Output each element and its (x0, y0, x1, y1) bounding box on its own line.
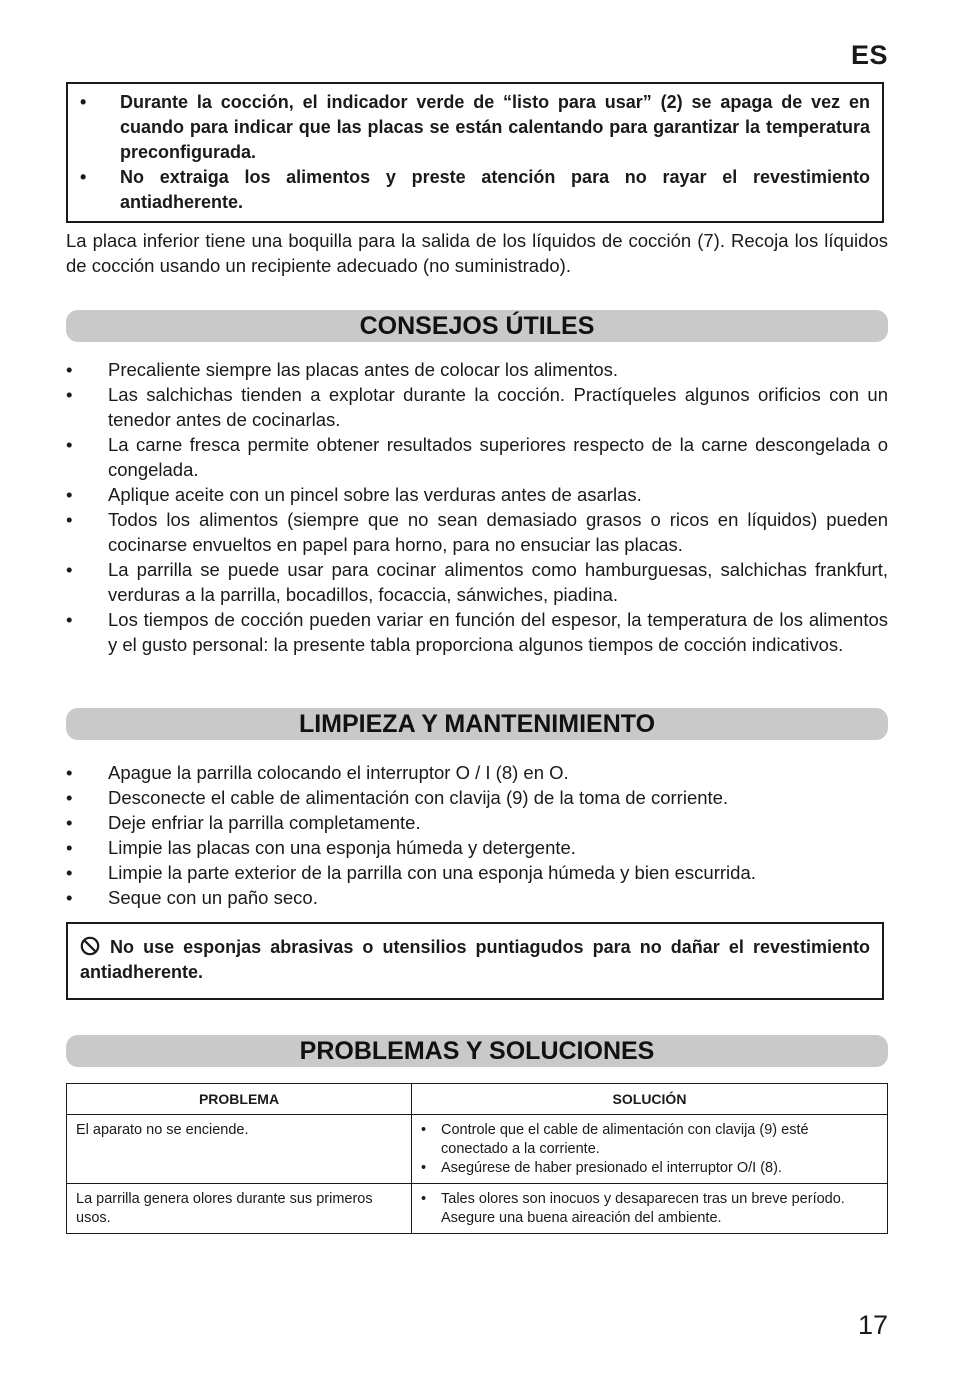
bullet-symbol: • (66, 812, 73, 833)
list-item-text: Las salchichas tienden a explotar durante la cocción. Practíqueles algunos orificios con un tenedor antes de cocinarlas. (108, 384, 888, 430)
language-tag: ES (850, 40, 888, 70)
list-item-text: Seque con un paño seco. (108, 887, 318, 908)
bullet-symbol: • (66, 509, 73, 530)
solution-item-text: Tales olores son inocuos y desaparecen tras un breve período. Asegure una buena aireación del ambiente. (441, 1191, 845, 1226)
list-item-text: Aplique aceite con un pincel sobre las verduras antes de asarlas. (108, 484, 642, 505)
page-number: 17 (857, 1310, 888, 1340)
list-item (66, 810, 888, 835)
list-item-text: Deje enfriar la parrilla completamente. (108, 812, 421, 833)
solution-cell (412, 1184, 888, 1234)
bullet-symbol: • (421, 1191, 427, 1207)
bullet-symbol: • (80, 167, 87, 187)
tips-list (66, 357, 888, 657)
troubleshooting-table (66, 1083, 888, 1234)
list-item-text: Apague la parrilla colocando el interruptor O / I (8) en O. (108, 762, 569, 783)
solution-item-text: Asegúrese de haber presionado el interruptor O/I (8). (441, 1160, 782, 1176)
bullet-symbol: • (66, 559, 73, 580)
list-item-text: La carne fresca permite obtener resultados superiores respecto de la carne descongelada o congelada. (108, 434, 888, 480)
bullet-symbol: • (66, 787, 73, 808)
list-item-text: La parrilla se puede usar para cocinar alimentos como hamburguesas, salchichas frankfurt, verduras a la parrilla, bocadillos, focaccia, sánwiches, piadina. (108, 559, 888, 605)
table-row (67, 1184, 888, 1234)
section-title-troubleshooting: PROBLEMAS Y SOLUCIONES (66, 1035, 888, 1067)
list-item-text: Todos los alimentos (siempre que no sean demasiado grasos o ricos en líquidos) pueden cocinarse envueltos en papel para horno, para no ensuciar las placas. (108, 509, 888, 555)
warning-item-text: Durante la cocción, el indicador verde de “listo para usar” (2) se apaga de vez en cuando para indicar que las placas se están calentando para garantizar la temperatura preconfigurada. (120, 92, 870, 162)
column-header-solution: SOLUCIÓN (412, 1084, 888, 1115)
list-item-text: Limpie las placas con una esponja húmeda y detergente. (108, 837, 576, 858)
warning-item (78, 90, 870, 165)
solution-item-text: Controle que el cable de alimentación con clavija (9) esté conectado a la corriente. (441, 1122, 809, 1157)
problem-cell: La parrilla genera olores durante sus primeros usos. (67, 1184, 412, 1234)
list-item (66, 357, 888, 382)
warning-item (78, 165, 870, 215)
bullet-symbol: • (421, 1160, 427, 1176)
section-title-cleaning: LIMPIEZA Y MANTENIMIENTO (66, 708, 888, 740)
list-item-text: Precaliente siempre las placas antes de colocar los alimentos. (108, 359, 619, 380)
solution-item (421, 1159, 878, 1178)
bullet-symbol: • (421, 1122, 427, 1138)
list-item (66, 382, 888, 432)
warning-list (78, 90, 870, 215)
list-item (66, 835, 888, 860)
note-box (66, 922, 884, 1000)
list-item-text: Desconecte el cable de alimentación con clavija (9) de la toma de corriente. (108, 787, 729, 808)
bullet-symbol: • (66, 484, 73, 505)
column-header-problem: PROBLEMA (67, 1084, 412, 1115)
prohibition-icon (80, 936, 100, 956)
table-header-row (67, 1084, 888, 1115)
solution-list (421, 1121, 878, 1178)
bullet-symbol: • (66, 359, 73, 380)
list-item-text: Limpie la parte exterior de la parrilla con una esponja húmeda y bien escurrida. (108, 862, 756, 883)
list-item (66, 785, 888, 810)
solution-item (421, 1190, 878, 1228)
bullet-symbol: • (80, 92, 87, 112)
list-item (66, 607, 888, 657)
list-item (66, 432, 888, 482)
warning-item-text: No extraiga los alimentos y preste atención para no rayar el revestimiento antiadherente. (120, 167, 870, 212)
bullet-symbol: • (66, 837, 73, 858)
drain-paragraph: La placa inferior tiene una boquilla para la salida de los líquidos de cocción (7). Recoja los líquidos de cocción usando un recipiente adecuado (no suministrado). (66, 230, 888, 276)
warning-box (66, 82, 884, 223)
bullet-symbol: • (66, 762, 73, 783)
note-text: No use esponjas abrasivas o utensilios puntiagudos para no dañar el revestimiento antiadherente. (80, 937, 870, 982)
solution-list (421, 1190, 878, 1228)
solution-cell (412, 1115, 888, 1184)
list-item-text: Los tiempos de cocción pueden variar en función del espesor, la temperatura de los alimentos y el gusto personal: la presente tabla proporciona algunos tiempos de cocción indicativos. (108, 609, 888, 655)
section-title-tips: CONSEJOS ÚTILES (66, 310, 888, 342)
cleaning-list (66, 760, 888, 910)
list-item (66, 860, 888, 885)
bullet-symbol: • (66, 862, 73, 883)
list-item (66, 482, 888, 507)
list-item (66, 885, 888, 910)
list-item (66, 760, 888, 785)
bullet-symbol: • (66, 609, 73, 630)
list-item (66, 507, 888, 557)
bullet-symbol: • (66, 384, 73, 405)
bullet-symbol: • (66, 887, 73, 908)
problem-cell: El aparato no se enciende. (67, 1115, 412, 1184)
note-text-block (80, 935, 870, 985)
bullet-symbol: • (66, 434, 73, 455)
list-item (66, 557, 888, 607)
table-row (67, 1115, 888, 1184)
solution-item (421, 1121, 878, 1159)
